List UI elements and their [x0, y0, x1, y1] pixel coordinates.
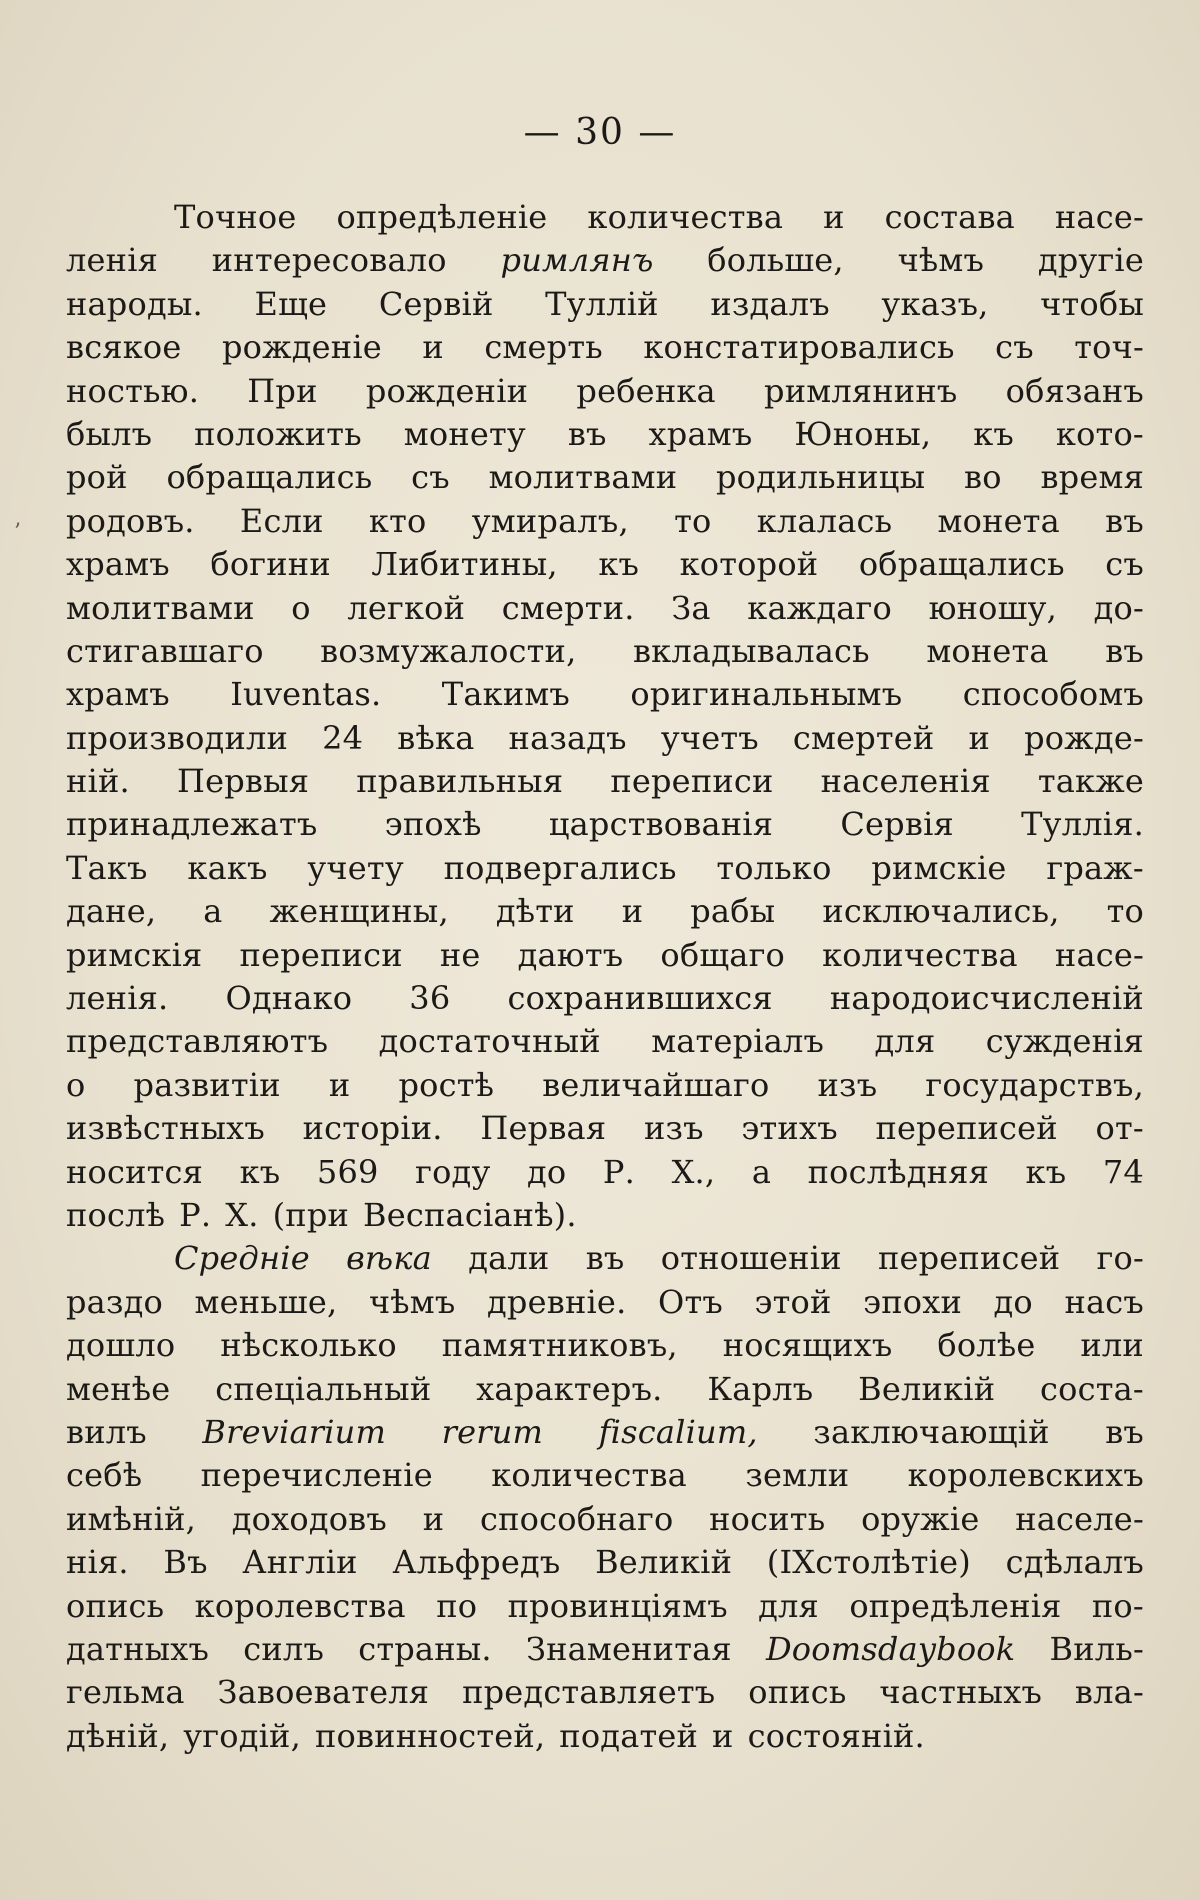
word: вѣка [397, 718, 475, 757]
text-line [66, 1585, 1144, 1628]
word: Точное [174, 198, 297, 236]
word: общаго [660, 935, 785, 974]
word: Такимъ [441, 675, 570, 714]
margin-speck: ’ [14, 520, 21, 545]
word: учетъ [660, 718, 759, 757]
word: Р. [602, 1152, 636, 1191]
word: указъ, [881, 284, 989, 323]
word: подвергались [443, 848, 677, 887]
word: дошло [66, 1326, 176, 1365]
word: Отъ [658, 1282, 723, 1321]
word: то [674, 501, 712, 540]
word: даютъ [517, 935, 624, 974]
word: кто [368, 501, 427, 540]
word: податей [559, 1716, 699, 1755]
text-line [66, 1368, 1144, 1411]
word: развитіи [133, 1065, 281, 1104]
text-line [66, 413, 1144, 456]
word: народы. [66, 284, 203, 323]
word: нѣсколько [220, 1326, 397, 1365]
word: Если [239, 501, 324, 540]
word: Альфредъ [392, 1543, 561, 1582]
word: и [328, 1065, 351, 1104]
word: рой [66, 458, 128, 497]
word: королевства [194, 1586, 406, 1625]
text-line [66, 239, 1144, 282]
word: состояній. [747, 1716, 925, 1755]
word: монета [937, 501, 1060, 540]
word: храмъ [66, 675, 170, 714]
word: то [1106, 892, 1144, 931]
word: королевскихъ [907, 1456, 1144, 1495]
word: и [621, 892, 644, 931]
word: Такъ [66, 848, 148, 887]
word: и [712, 1716, 734, 1755]
word: характеръ. [476, 1369, 663, 1408]
word: Завоевателя [217, 1673, 430, 1712]
word: населенія [820, 762, 991, 801]
word: 74 [1102, 1152, 1144, 1191]
word: земли [745, 1456, 850, 1495]
text-line [66, 1671, 1144, 1714]
word: о [66, 1065, 86, 1104]
word: меньше, [194, 1282, 338, 1321]
word: насе- [1054, 935, 1144, 974]
word: провинціямъ [507, 1586, 728, 1625]
word: датныхъ [66, 1629, 210, 1668]
word: Х. [225, 1195, 259, 1234]
word: Х., [671, 1152, 716, 1191]
word: съ [1105, 545, 1144, 584]
word: количества [587, 198, 784, 236]
word: до [993, 1282, 1033, 1321]
word: чтобы [1040, 284, 1144, 323]
word: ростѣ [398, 1065, 495, 1104]
word: юношу, [928, 588, 1057, 627]
word: вкладывалась [632, 631, 870, 670]
word: богини [210, 545, 331, 584]
text-line [66, 1628, 1144, 1671]
word: Великій [858, 1369, 996, 1408]
word: представляютъ [66, 1022, 329, 1061]
word: точ- [1074, 328, 1144, 367]
word: больше, [707, 241, 844, 280]
word: носящихъ [722, 1326, 893, 1365]
word: по [436, 1586, 478, 1625]
page-number: — 30 — [523, 112, 677, 153]
word: другіе [1037, 241, 1144, 280]
word: отношеніи [660, 1239, 842, 1278]
word: имѣній, [66, 1499, 196, 1538]
word: которой [679, 545, 819, 584]
word: дѣти [495, 892, 575, 931]
word: граж- [1046, 848, 1144, 887]
word: чѣмъ [897, 241, 985, 280]
word: изъ [643, 1109, 704, 1148]
word: вла- [1074, 1673, 1144, 1712]
word: этой [754, 1282, 832, 1321]
word: ній. [66, 762, 130, 801]
word: раздо [66, 1282, 163, 1321]
word: переписи [239, 935, 403, 974]
word: способнаго [480, 1499, 674, 1538]
word: достаточный [378, 1022, 601, 1061]
word: до- [1093, 588, 1144, 627]
word: кото- [1055, 414, 1144, 453]
word: При [247, 371, 318, 410]
text-line [66, 283, 1144, 326]
text-line [66, 196, 1144, 239]
word: обращались [858, 545, 1065, 584]
text-line [66, 1324, 1144, 1367]
word: способомъ [962, 675, 1144, 714]
word: во [964, 458, 1002, 497]
text-line [66, 1194, 1144, 1237]
word: также [1037, 762, 1144, 801]
text-line [66, 1541, 1144, 1584]
word: носится [66, 1152, 204, 1191]
word: ребенка [576, 371, 716, 410]
word: народоисчисленій [829, 979, 1144, 1018]
word: принадлежатъ [66, 805, 318, 844]
text-line [66, 630, 1144, 673]
word: для [874, 1022, 936, 1061]
word: ностью. [66, 371, 200, 410]
word: молитвами [66, 588, 255, 627]
word: смерти. [501, 588, 635, 627]
word: Iuventas. [230, 675, 382, 714]
word: частныхъ [879, 1673, 1043, 1712]
word: въ [1105, 501, 1144, 540]
word: переписей [877, 1239, 1061, 1278]
word: извѣстныхъ [66, 1109, 265, 1148]
word: и [422, 1499, 445, 1538]
word: этихъ [741, 1109, 838, 1148]
word: повинностей, [314, 1716, 546, 1755]
word: переписи [610, 762, 774, 801]
text-line [66, 1281, 1144, 1324]
word: смертей [792, 718, 935, 757]
word: Въ [163, 1543, 208, 1582]
word: заключающій [813, 1412, 1050, 1451]
word: количества [491, 1456, 687, 1495]
text-line [66, 760, 1144, 803]
word: молитвами [488, 458, 678, 497]
word: переписей [875, 1109, 1058, 1148]
text-line [66, 977, 1144, 1020]
word: Еще [254, 284, 328, 323]
word: доходовъ [231, 1499, 387, 1538]
word: эпохи [863, 1282, 962, 1321]
word: величайшаго [542, 1065, 770, 1104]
word: За [671, 588, 711, 627]
word: исключались, [822, 892, 1060, 931]
word: умиралъ, [471, 501, 629, 540]
text-line [66, 543, 1144, 586]
word: государствъ, [925, 1065, 1144, 1104]
word: производили [66, 718, 289, 757]
word: сохранившихся [507, 979, 773, 1018]
word: насе- [1054, 198, 1144, 236]
word: Великій [595, 1543, 733, 1582]
word: rerum [441, 1412, 544, 1451]
word: вилъ [66, 1412, 147, 1451]
text-line [66, 890, 1144, 933]
word: Юноны, [794, 414, 932, 453]
word: смерть [484, 328, 603, 367]
text-line [66, 717, 1144, 760]
word: рожде- [1024, 718, 1144, 757]
word: 24 [322, 718, 364, 757]
word: опись [66, 1586, 165, 1625]
word: го- [1096, 1239, 1144, 1278]
word: Знаменитая [525, 1629, 732, 1668]
word: для [758, 1586, 819, 1625]
word: 569 [316, 1152, 379, 1191]
word: состава [884, 198, 1015, 236]
word: какъ [187, 848, 268, 887]
word: храмъ [648, 414, 753, 453]
text-line [66, 1411, 1144, 1454]
text-line [66, 1498, 1144, 1541]
word: эпохѣ [384, 805, 482, 844]
word: ленія. [66, 979, 169, 1018]
word: или [1080, 1326, 1144, 1365]
word: къ [1025, 1152, 1067, 1191]
word: монету [403, 414, 526, 453]
word: царствованія [548, 805, 774, 844]
text-line [66, 456, 1144, 499]
word: оружіе [861, 1499, 980, 1538]
word: 36 [409, 979, 451, 1018]
word: римскіе [871, 848, 1007, 887]
word: рожденіи [365, 371, 529, 410]
word: дали [468, 1239, 550, 1278]
word: представляетъ [462, 1673, 716, 1712]
text-line [66, 1107, 1144, 1150]
word: исторіи. [302, 1109, 443, 1148]
word: римлянинъ [764, 371, 958, 410]
word: возмужалости, [320, 631, 577, 670]
text-line [66, 673, 1144, 716]
text-line [66, 1151, 1144, 1194]
word: дане, [66, 892, 157, 931]
word: Либитины, [371, 545, 558, 584]
word: (IXстолѣтіе) [766, 1543, 971, 1582]
word: спеціальный [215, 1369, 432, 1408]
text-line [66, 803, 1144, 846]
word: насъ [1064, 1282, 1144, 1321]
word: женщины, [269, 892, 449, 931]
word: Карлъ [707, 1369, 814, 1408]
word: Doomsdaybook [765, 1629, 1016, 1668]
word: изъ [817, 1065, 878, 1104]
word: римлянъ [500, 241, 654, 280]
word: къ [598, 545, 640, 584]
word: Сервія [840, 805, 954, 844]
word: къ [239, 1152, 281, 1191]
word: назадъ [508, 718, 627, 757]
text-line [66, 1715, 1144, 1758]
word: Веспасіанѣ). [363, 1195, 577, 1234]
word: родовъ. [66, 501, 195, 540]
word: угодій, [183, 1716, 301, 1755]
word: интересовало [211, 241, 447, 280]
word: опредѣленія [849, 1586, 1062, 1625]
word: от- [1095, 1109, 1144, 1148]
word: вѣка [346, 1239, 432, 1278]
word: въ [1105, 1412, 1144, 1451]
word: fiscalium, [598, 1412, 758, 1451]
word: памятниковъ, [441, 1326, 678, 1365]
word: древніе. [487, 1282, 627, 1321]
text-line [66, 934, 1144, 977]
word: римскія [66, 935, 203, 974]
word: и [422, 328, 444, 367]
word: соста- [1040, 1369, 1144, 1408]
word: обязанъ [1005, 371, 1144, 410]
word: Сервій [378, 284, 494, 323]
word: издалъ [710, 284, 830, 323]
word: съ [995, 328, 1034, 367]
word: храмъ [66, 545, 170, 584]
word: всякое [66, 328, 182, 367]
word: Средніе [174, 1239, 310, 1278]
word: не [439, 935, 481, 974]
word: къ [973, 414, 1014, 453]
word: себѣ [66, 1456, 143, 1495]
word: опись [748, 1673, 847, 1712]
word: менѣе [66, 1369, 171, 1408]
word: сужденія [985, 1022, 1144, 1061]
word: Туллій [545, 284, 659, 323]
word: перечисленіе [200, 1456, 433, 1495]
word: носить [709, 1499, 826, 1538]
word: и [968, 718, 991, 757]
word: ленія [66, 241, 159, 280]
word: нія. [66, 1543, 129, 1582]
word: былъ [66, 414, 153, 453]
text-line [66, 1237, 1144, 1280]
word: Англіи [242, 1543, 358, 1582]
word: легкой [347, 588, 466, 627]
word: чѣмъ [368, 1282, 456, 1321]
word: клалась [756, 501, 893, 540]
word: монета [926, 631, 1049, 670]
word: гельма [66, 1673, 185, 1712]
word: количества [822, 935, 1018, 974]
word: правильныя [356, 762, 564, 801]
word: послѣ [66, 1195, 166, 1234]
word: каждаго [747, 588, 892, 627]
word: матеріалъ [651, 1022, 825, 1061]
word: съ [411, 458, 450, 497]
word: а [203, 892, 223, 931]
word: (при [272, 1195, 350, 1234]
word: въ [1105, 631, 1144, 670]
word: Breviarium [202, 1412, 387, 1451]
word: Р. [179, 1195, 212, 1234]
body-text [66, 196, 1144, 1758]
word: Первая [480, 1109, 607, 1148]
word: опредѣленіе [336, 198, 548, 236]
text-line [66, 587, 1144, 630]
word: силъ [243, 1629, 325, 1668]
word: оригинальнымъ [630, 675, 903, 714]
text-line [66, 1064, 1144, 1107]
word: послѣдняя [807, 1152, 989, 1191]
word: сдѣлалъ [1005, 1543, 1144, 1582]
word: положить [194, 414, 362, 453]
word: стигавшаго [66, 631, 264, 670]
word: Первыя [176, 762, 310, 801]
word: констатировались [643, 328, 955, 367]
word: рожденіе [221, 328, 382, 367]
text-line [66, 1454, 1144, 1497]
text-line [66, 500, 1144, 543]
word: въ [567, 414, 607, 453]
word: страны. [358, 1629, 492, 1668]
text-line [66, 847, 1144, 890]
word: дѣній, [66, 1716, 170, 1755]
word: въ [585, 1239, 625, 1278]
word: и [823, 198, 845, 236]
word: болѣе [937, 1326, 1036, 1365]
word: до [527, 1152, 567, 1191]
word: о [291, 588, 311, 627]
word: Однако [225, 979, 353, 1018]
word: родильницы [716, 458, 926, 497]
word: населе- [1015, 1499, 1144, 1538]
text-line [66, 1020, 1144, 1063]
word: году [415, 1152, 491, 1191]
word: только [716, 848, 832, 887]
word: Туллія. [1021, 805, 1144, 844]
word: время [1040, 458, 1144, 497]
text-line [66, 326, 1144, 369]
word: а [751, 1152, 772, 1191]
word: по- [1091, 1586, 1144, 1625]
word: учету [307, 848, 404, 887]
word: Виль- [1049, 1629, 1144, 1668]
text-line [66, 370, 1144, 413]
word: обращались [166, 458, 373, 497]
word: рабы [690, 892, 776, 931]
